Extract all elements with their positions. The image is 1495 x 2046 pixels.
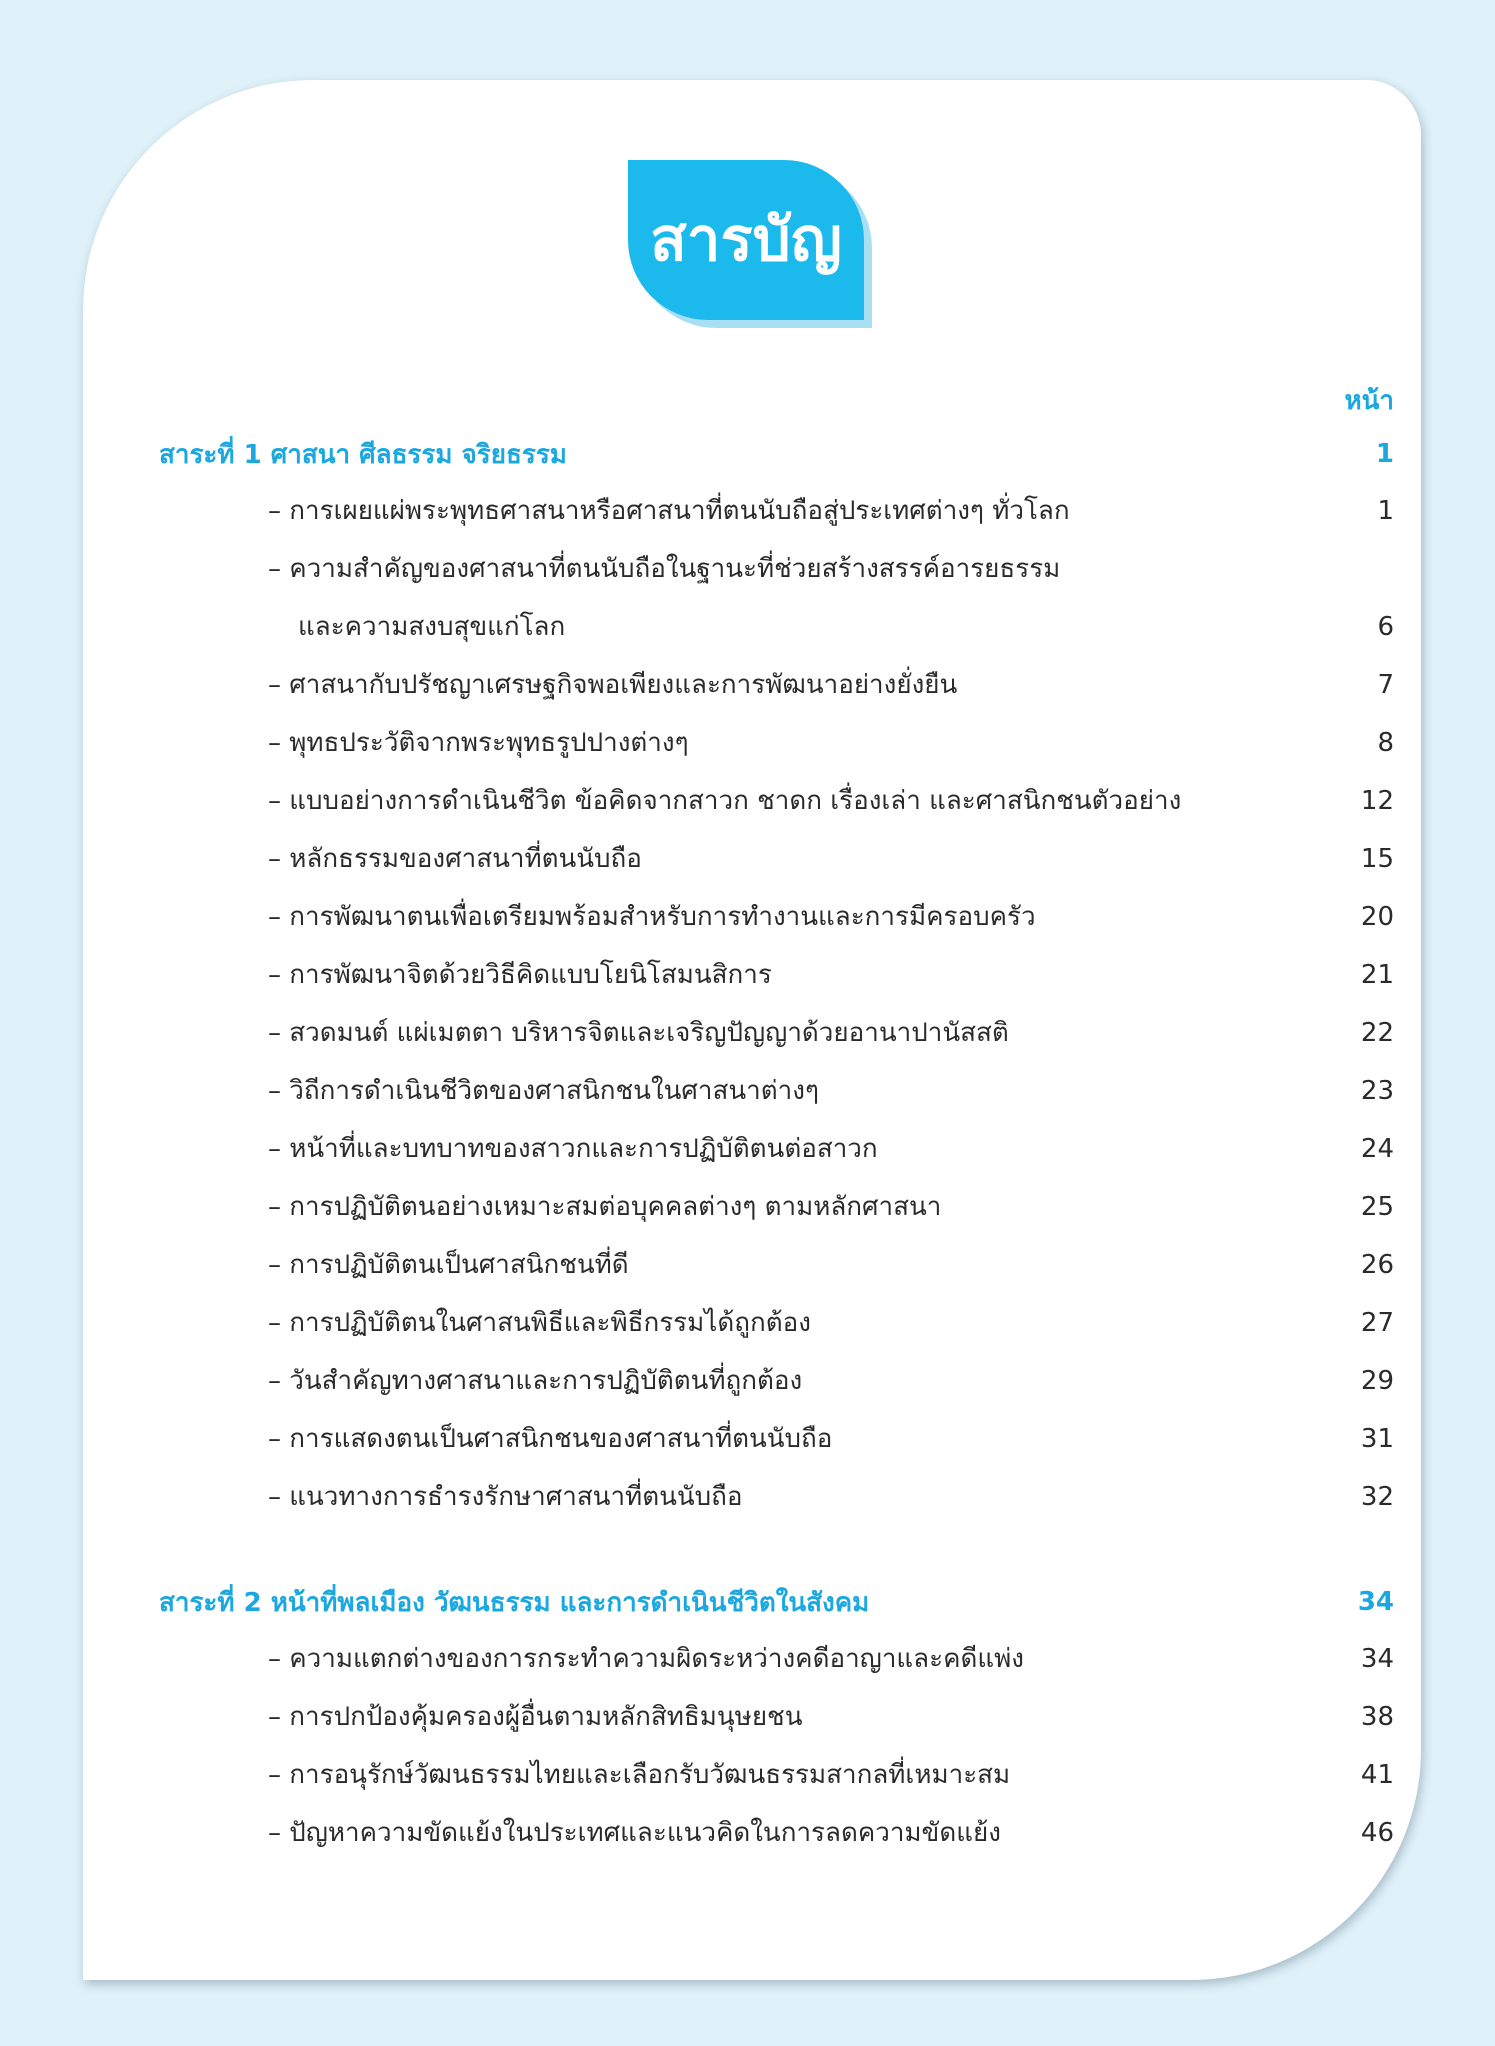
toc-entry-label: – หลักธรรมของศาสนาที่ตนนับถือ (268, 844, 642, 874)
toc-entry (268, 540, 1394, 656)
toc-entry-label: – ความสำคัญของศาสนาที่ตนนับถือในฐานะที่ช่วยสร้างสรรค์อารยธรรม (268, 554, 1061, 584)
toc-entry (268, 946, 1394, 1004)
toc-entry-label: – พุทธประวัติจากพระพุทธรูปปางต่างๆ (268, 728, 689, 758)
toc-entry-label: – การปฏิบัติตนอย่างเหมาะสมต่อบุคคลต่างๆ ตามหลักศาสนา (268, 1192, 942, 1222)
section-heading (159, 1582, 1394, 1622)
toc-entry (268, 1062, 1394, 1120)
toc-entry (268, 1630, 1394, 1688)
toc-entry-page: 23 (1360, 1076, 1394, 1106)
toc-entry (268, 1352, 1394, 1410)
toc-entry-label: – ความแตกต่างของการกระทำความผิดระหว่างคดีอาญาและคดีแพ่ง (268, 1644, 1024, 1674)
toc-entry (268, 888, 1394, 946)
page-column-label: หน้า (1344, 386, 1394, 416)
toc-entry-page: 1 (1377, 496, 1394, 526)
toc-entry-label: – การปฏิบัติตนในศาสนพิธีและพิธีกรรมได้ถูกต้อง (268, 1308, 811, 1338)
toc-entry-page: 8 (1377, 728, 1394, 758)
section-page-number: 34 (1357, 1587, 1394, 1617)
toc-entry (268, 1120, 1394, 1178)
toc-entry-label: – การพัฒนาจิตด้วยวิธีคิดแบบโยนิโสมนสิการ (268, 960, 772, 990)
document-page (83, 80, 1421, 1980)
toc-entry-page: 20 (1360, 902, 1394, 932)
toc-entry-label-continued: และความสงบสุขแก่โลก (298, 612, 566, 642)
toc-entry (268, 714, 1394, 772)
toc-entry-page: 22 (1360, 1018, 1394, 1048)
toc-entry-label: – สวดมนต์ แผ่เมตตา บริหารจิตและเจริญปัญญาด้วยอานาปานัสสติ (268, 1018, 1009, 1048)
toc-entry (268, 1410, 1394, 1468)
title-box (628, 160, 864, 320)
toc-entry-label: – การแสดงตนเป็นศาสนิกชนของศาสนาที่ตนนับถือ (268, 1424, 833, 1454)
toc-entry (268, 1804, 1394, 1862)
toc-entry-label: – หน้าที่และบทบาทของสาวกและการปฏิบัติตนต่อสาวก (268, 1134, 878, 1164)
toc-entry-label: – แบบอย่างการดำเนินชีวิต ข้อคิดจากสาวก ชาดก เรื่องเล่า และศาสนิกชนตัวอย่าง (268, 786, 1182, 816)
toc-entry (268, 482, 1394, 540)
toc-entry-page: 15 (1360, 844, 1394, 874)
toc-entry-label: – ศาสนากับปรัชญาเศรษฐกิจพอเพียงและการพัฒนาอย่างยั่งยืน (268, 670, 958, 700)
section-heading (159, 434, 1394, 474)
toc-entry-label: – ปัญหาความขัดแย้งในประเทศและแนวคิดในการลดความขัดแย้ง (268, 1818, 1001, 1848)
section-title: สาระที่ 2 หน้าที่พลเมือง วัฒนธรรม และการดำเนินชีวิตในสังคม (159, 1587, 870, 1618)
toc-entry-page: 38 (1360, 1702, 1394, 1732)
toc-entry (268, 830, 1394, 888)
toc-entry-page: 12 (1360, 786, 1394, 816)
title-badge (628, 160, 874, 330)
section-page-number: 1 (1375, 439, 1394, 469)
toc-entry-page: 31 (1360, 1424, 1394, 1454)
toc-entry-label: – แนวทางการธำรงรักษาศาสนาที่ตนนับถือ (268, 1482, 743, 1512)
toc-entry-label: – การปฏิบัติตนเป็นศาสนิกชนที่ดี (268, 1250, 629, 1280)
page-title: สารบัญ (650, 205, 842, 275)
toc-entry-label: – การอนุรักษ์วัฒนธรรมไทยและเลือกรับวัฒนธรรมสากลที่เหมาะสม (268, 1760, 1011, 1790)
toc-entry (268, 1746, 1394, 1804)
toc-entry (268, 1236, 1394, 1294)
toc-entry-page: 25 (1360, 1192, 1394, 1222)
toc-entry (268, 1468, 1394, 1526)
toc-entry (268, 1294, 1394, 1352)
toc-entry-label: – วิถีการดำเนินชีวิตของศาสนิกชนในศาสนาต่างๆ (268, 1076, 819, 1106)
toc-entry (268, 1004, 1394, 1062)
toc-entry (268, 1688, 1394, 1746)
toc-entry-label: – การปกป้องคุ้มครองผู้อื่นตามหลักสิทธิมนุษยชน (268, 1702, 803, 1732)
toc-entry-page: 7 (1377, 670, 1394, 700)
toc-entry-label: – การพัฒนาตนเพื่อเตรียมพร้อมสำหรับการทำงานและการมีครอบครัว (268, 902, 1036, 932)
toc-entry-label: – วันสำคัญทางศาสนาและการปฏิบัติตนที่ถูกต้อง (268, 1366, 803, 1396)
toc-entry-page: 21 (1360, 960, 1394, 990)
toc-entry-page: 26 (1360, 1250, 1394, 1280)
toc-entry-page: 32 (1360, 1482, 1394, 1512)
toc-entry-page: 24 (1360, 1134, 1394, 1164)
toc-entry-page: 29 (1360, 1366, 1394, 1396)
toc-entry (268, 656, 1394, 714)
toc-entry-page: 6 (1377, 612, 1394, 642)
toc-entry-page: 46 (1360, 1818, 1394, 1848)
toc-entry (268, 1178, 1394, 1236)
toc-entry-page: 41 (1360, 1760, 1394, 1790)
toc-entry (268, 772, 1394, 830)
toc-entry-page: 34 (1360, 1644, 1394, 1674)
toc-entry-label-wrap (268, 540, 1060, 656)
section-title: สาระที่ 1 ศาสนา ศีลธรรม จริยธรรม (159, 439, 567, 470)
toc-entry-page: 27 (1360, 1308, 1394, 1338)
toc-entry-label: – การเผยแผ่พระพุทธศาสนาหรือศาสนาที่ตนนับถือสู่ประเทศต่างๆ ทั่วโลก (268, 496, 1070, 526)
